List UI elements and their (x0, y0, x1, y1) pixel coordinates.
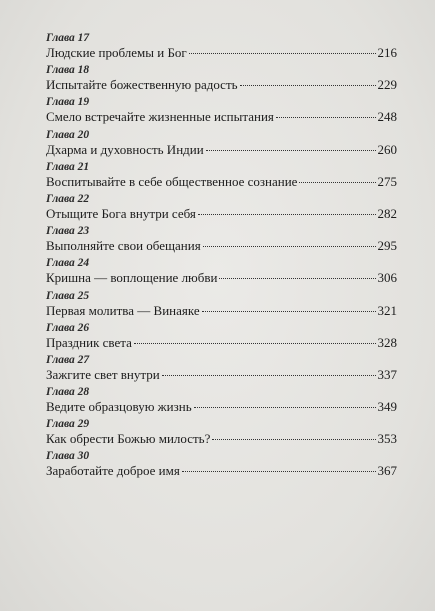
chapter-title: Зажгите свет внутри (46, 366, 160, 382)
toc-entry (46, 354, 397, 386)
toc-entry (46, 322, 397, 354)
dot-leader (198, 214, 376, 215)
toc-entry (46, 193, 397, 225)
dot-leader (202, 311, 376, 312)
dot-leader (219, 278, 375, 279)
toc-entry (46, 225, 397, 257)
dot-leader (182, 471, 376, 472)
chapter-number: Глава 17 (46, 32, 90, 44)
toc-entry (46, 386, 397, 418)
dot-leader (162, 375, 376, 376)
toc-row (46, 303, 397, 319)
page-number: 275 (377, 173, 397, 189)
chapter-title: Воспитывайте в себе общественное сознание (46, 173, 298, 189)
toc-row (46, 142, 397, 158)
page-number: 229 (377, 77, 397, 93)
chapter-number: Глава 23 (46, 225, 90, 238)
toc-row (46, 174, 397, 190)
chapter-title: Первая молитва — Винаяке (46, 302, 200, 318)
toc-entry (46, 32, 397, 64)
chapter-title: Отыщите Бога внутри себя (46, 205, 196, 221)
toc-entry (46, 64, 397, 96)
chapter-number: Глава 21 (46, 160, 90, 173)
toc-entry (46, 96, 397, 128)
dot-leader (134, 343, 376, 344)
toc-entry (46, 418, 397, 450)
chapter-number: Глава 26 (46, 321, 90, 334)
chapter-number: Глава 25 (46, 289, 90, 302)
page-number: 216 (377, 45, 397, 60)
toc-row (46, 77, 397, 93)
toc-row (46, 335, 397, 351)
toc-row (46, 463, 397, 479)
dot-leader (206, 150, 376, 151)
toc-row (46, 238, 397, 254)
page-number: 328 (377, 334, 397, 350)
dot-leader (212, 439, 375, 440)
dot-leader (194, 407, 376, 408)
chapter-title: Выполняйте свои обещания (46, 238, 201, 254)
dot-leader (240, 85, 376, 86)
page-number: 367 (377, 463, 397, 479)
chapter-title: Заработайте доброе имя (46, 463, 180, 479)
toc-row (46, 367, 397, 383)
toc-entry (46, 129, 397, 161)
toc-entry (46, 450, 397, 482)
toc-entry (46, 257, 397, 289)
page-number: 337 (377, 366, 397, 382)
chapter-title: Людские проблемы и Бог (46, 45, 187, 60)
page-number: 260 (377, 141, 397, 157)
chapter-number: Глава 30 (46, 450, 90, 463)
page-number: 295 (377, 238, 397, 254)
chapter-number: Глава 28 (46, 386, 90, 399)
chapter-number: Глава 18 (46, 64, 90, 77)
dot-leader (189, 53, 376, 54)
chapter-title: Как обрести Божью милость? (46, 431, 211, 447)
chapter-title: Смело встречайте жизненные испытания (46, 109, 274, 125)
toc-row (46, 399, 397, 415)
toc-row (46, 109, 397, 125)
chapter-title: Испытайте божественную радость (46, 77, 238, 93)
toc-row (46, 206, 397, 222)
table-of-contents (46, 32, 397, 483)
page-number: 282 (377, 205, 397, 221)
chapter-title: Кришна — воплощение любви (46, 270, 218, 286)
chapter-title: Ведите образцовую жизнь (46, 399, 192, 415)
chapter-number: Глава 19 (46, 96, 90, 109)
chapter-number: Глава 20 (46, 128, 90, 141)
toc-row (46, 270, 397, 286)
toc-row (46, 45, 397, 61)
dot-leader (276, 117, 376, 118)
toc-entry (46, 161, 397, 193)
page-number: 248 (377, 109, 397, 125)
page-number: 353 (377, 431, 397, 447)
chapter-number: Глава 24 (46, 257, 90, 270)
chapter-title: Праздник света (46, 334, 132, 350)
toc-row (46, 431, 397, 447)
dot-leader (299, 182, 375, 183)
dot-leader (203, 246, 376, 247)
page-number: 321 (377, 302, 397, 318)
chapter-number: Глава 22 (46, 192, 90, 205)
page-number: 306 (377, 270, 397, 286)
toc-entry (46, 290, 397, 322)
page-number: 349 (377, 399, 397, 415)
chapter-number: Глава 27 (46, 353, 90, 366)
chapter-number: Глава 29 (46, 418, 90, 431)
chapter-title: Дхарма и духовность Индии (46, 141, 204, 157)
